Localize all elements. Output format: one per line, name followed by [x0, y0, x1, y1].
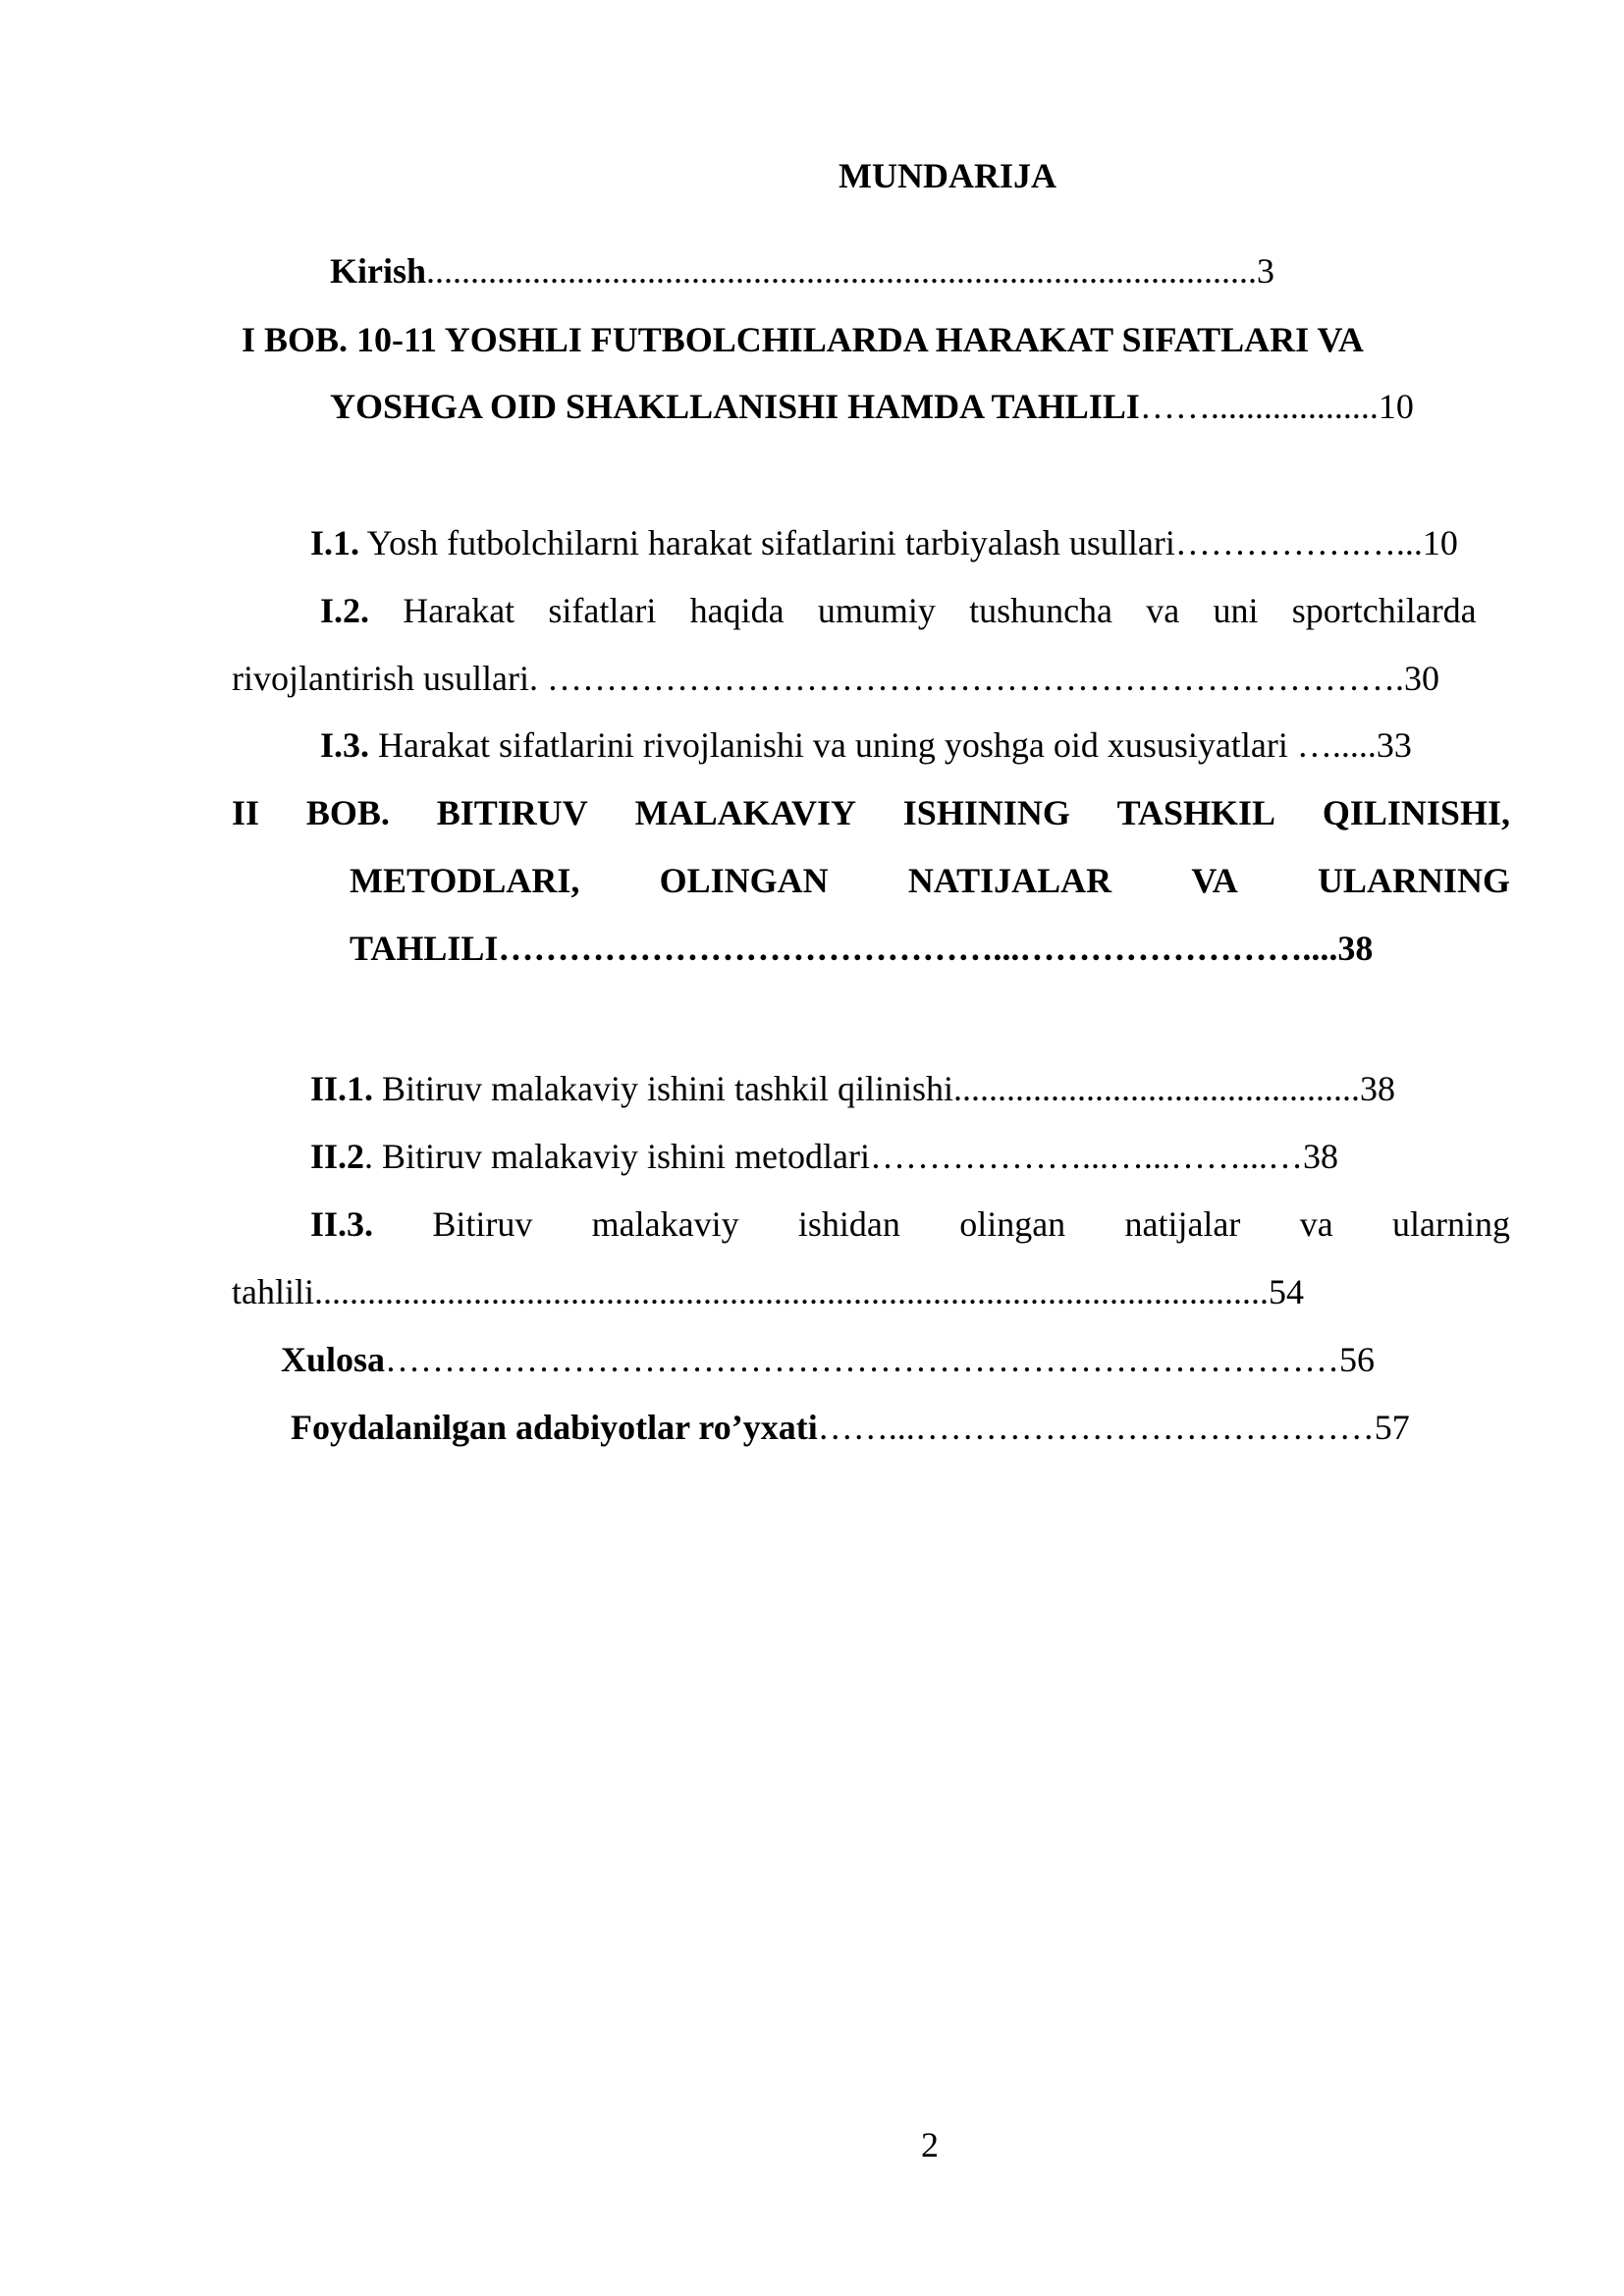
- toc-entry-1-2-line-1: I.2. Harakat sifatlari haqida umumiy tushuncha va uni sportchilarda: [320, 591, 1477, 630]
- page-number: 2: [921, 2125, 939, 2164]
- toc-entry-1-3: I.3. Harakat sifatlarini rivojlanishi va uning yoshga oid xususiyatlari ….....33: [320, 725, 1412, 765]
- page-title: MUNDARIJA: [839, 156, 1056, 195]
- toc-entry-2-2: II.2. Bitiruv malakaviy ishini metodlari………………...…...……...…38: [310, 1137, 1338, 1176]
- toc-entry-references: Foydalanilgan adabiyotlar ro’yxati……...…………………………………57: [291, 1408, 1410, 1447]
- toc-chapter-1-line-1: I BOB. 10-11 YOSHLI FUTBOLCHILARDA HARAKAT SIFATLARI VA: [242, 320, 1364, 359]
- toc-entry-1-1: I.1. Yosh futbolchilarni harakat sifatlarini tarbiyalash usullari…………….…...10: [310, 523, 1458, 562]
- toc-entry-1-2-line-2: rivojlantirish usullari. ……………………………………………………………….30: [232, 659, 1439, 698]
- toc-entry-2-3-line-1: II.3. Bitiruv malakaviy ishidan olingan natijalar va ularning: [310, 1204, 1510, 1244]
- toc-chapter-2-line-1: II BOB. BITIRUV MALAKAVIY ISHINING TASHKIL QILINISHI,: [232, 793, 1510, 832]
- toc-entry-2-1: II.1. Bitiruv malakaviy ishini tashkil qilinishi..............................................38: [310, 1069, 1396, 1108]
- toc-entry-kirish: Kirish..............................................................................................3: [330, 251, 1275, 291]
- toc-chapter-2-line-2: METODLARI, OLINGAN NATIJALAR VA ULARNING: [350, 861, 1510, 900]
- toc-chapter-1-line-2: YOSHGA OID SHAKLLANISHI HAMDA TAHLILI……...................10: [330, 387, 1414, 426]
- toc-entry-2-3-line-2: tahlili............................................................................................................54: [232, 1272, 1304, 1311]
- toc-entry-xulosa: Xulosa………………………………………………………………………56: [281, 1340, 1376, 1379]
- toc-chapter-2-line-3: TAHLILI……………………………………...……………………....38: [350, 929, 1374, 968]
